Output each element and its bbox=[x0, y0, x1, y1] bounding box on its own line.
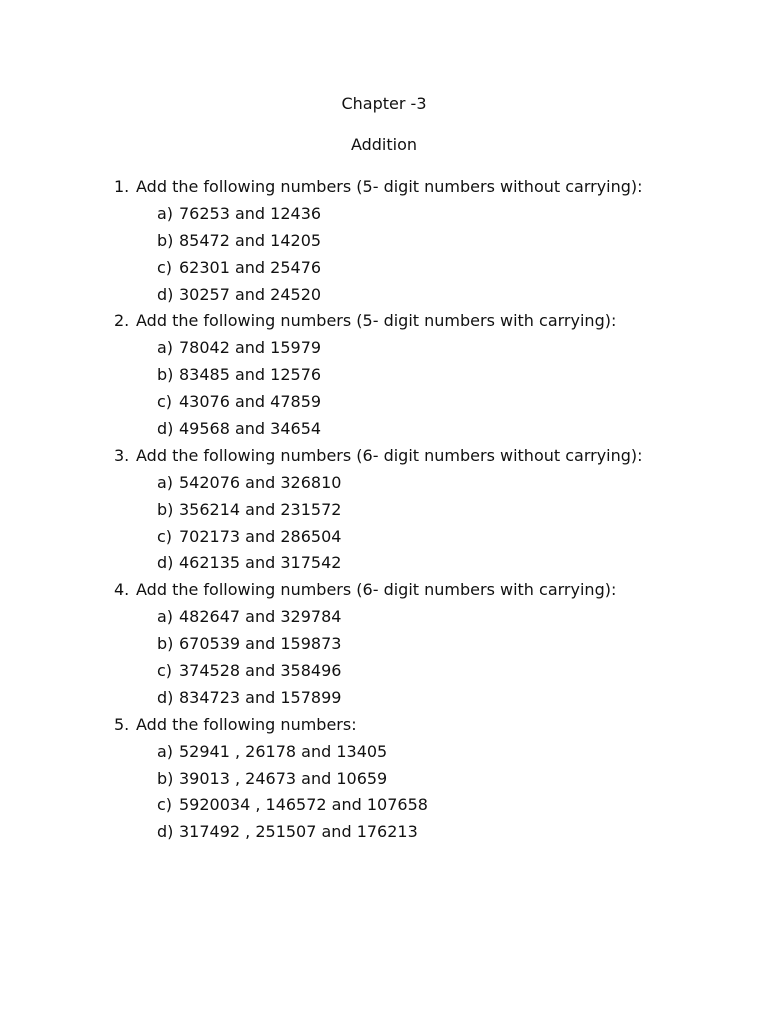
question-number: 2. bbox=[114, 311, 130, 331]
sub-question-letter: d) bbox=[157, 822, 174, 842]
sub-question bbox=[157, 631, 643, 658]
sub-question bbox=[157, 792, 643, 819]
sub-question-list bbox=[114, 604, 643, 712]
question-item bbox=[114, 577, 643, 711]
sub-question bbox=[157, 201, 643, 228]
sub-question bbox=[157, 524, 643, 551]
sub-question-text: 5920034 , 146572 and 107658 bbox=[179, 795, 428, 815]
question-number: 1. bbox=[114, 177, 130, 196]
sub-question bbox=[157, 335, 643, 362]
sub-question-letter: d) bbox=[157, 687, 174, 707]
subject-heading: Addition bbox=[350, 135, 418, 154]
sub-question-letter: a) bbox=[157, 607, 174, 627]
sub-question bbox=[157, 550, 643, 577]
sub-question-letter: c) bbox=[157, 795, 173, 815]
sub-question-letter: b) bbox=[157, 365, 174, 385]
sub-question-text: 39013 , 24673 and 10659 bbox=[179, 768, 388, 788]
sub-question bbox=[157, 819, 643, 846]
sub-question bbox=[157, 685, 643, 712]
sub-question-text: 834723 and 157899 bbox=[179, 687, 342, 707]
sub-question-text: 78042 and 15979 bbox=[179, 338, 322, 358]
sub-question-text: 482647 and 329784 bbox=[179, 607, 342, 627]
question-text: Add the following numbers (5- digit numbers with carrying): bbox=[136, 311, 617, 331]
sub-question-letter: d) bbox=[157, 284, 174, 304]
sub-question-list bbox=[114, 335, 643, 443]
question-line bbox=[114, 174, 643, 201]
sub-question-text: 43076 and 47859 bbox=[179, 392, 322, 412]
sub-question-letter: c) bbox=[157, 661, 173, 681]
sub-question-letter: a) bbox=[157, 741, 174, 761]
sub-question-letter: a) bbox=[157, 338, 174, 358]
sub-question-letter: a) bbox=[157, 472, 174, 492]
question-number: 3. bbox=[114, 445, 130, 465]
sub-question-text: 374528 and 358496 bbox=[179, 661, 342, 681]
question-item bbox=[114, 443, 643, 577]
question-line bbox=[114, 443, 643, 470]
sub-question-letter: b) bbox=[157, 634, 174, 654]
sub-question-list bbox=[114, 470, 643, 578]
sub-question bbox=[157, 228, 643, 255]
sub-question-letter: b) bbox=[157, 230, 174, 250]
sub-question-text: 356214 and 231572 bbox=[179, 499, 342, 519]
sub-question bbox=[157, 416, 643, 443]
sub-question-text: 83485 and 12576 bbox=[179, 365, 322, 385]
sub-question bbox=[157, 255, 643, 282]
sub-question-list bbox=[114, 201, 643, 309]
chapter-heading: Chapter -3 bbox=[341, 94, 427, 113]
sub-question-list bbox=[114, 739, 643, 847]
sub-question bbox=[157, 766, 643, 793]
sub-question-letter: b) bbox=[157, 768, 174, 788]
sub-question-text: 317492 , 251507 and 176213 bbox=[179, 822, 418, 842]
sub-question-text: 49568 and 34654 bbox=[179, 419, 322, 439]
sub-question-letter: b) bbox=[157, 499, 174, 519]
sub-question-text: 542076 and 326810 bbox=[179, 472, 342, 492]
question-text: Add the following numbers: bbox=[136, 714, 357, 734]
question-line bbox=[114, 712, 643, 739]
sub-question-text: 702173 and 286504 bbox=[179, 526, 342, 546]
sub-question-text: 462135 and 317542 bbox=[179, 553, 342, 573]
sub-question bbox=[157, 362, 643, 389]
sub-question-text: 62301 and 25476 bbox=[179, 257, 322, 277]
question-line bbox=[114, 308, 643, 335]
question-item bbox=[114, 712, 643, 846]
sub-question-letter: d) bbox=[157, 419, 174, 439]
question-text: Add the following numbers (6- digit numbers with carrying): bbox=[136, 580, 617, 600]
sub-question-text: 30257 and 24520 bbox=[179, 284, 322, 304]
sub-question-letter: a) bbox=[157, 203, 174, 223]
sub-question bbox=[157, 389, 643, 416]
sub-question bbox=[157, 604, 643, 631]
question-number: 4. bbox=[114, 580, 130, 600]
sub-question-text: 85472 and 14205 bbox=[179, 230, 322, 250]
sub-question-letter: c) bbox=[157, 257, 173, 277]
sub-question-letter: c) bbox=[157, 392, 173, 412]
sub-question bbox=[157, 739, 643, 766]
question-item bbox=[114, 308, 643, 442]
sub-question-text: 76253 and 12436 bbox=[179, 203, 322, 223]
sub-question-text: 52941 , 26178 and 13405 bbox=[179, 741, 388, 761]
sub-question-letter: c) bbox=[157, 526, 173, 546]
sub-question-letter: d) bbox=[157, 553, 174, 573]
question-list bbox=[114, 174, 643, 846]
question-item bbox=[114, 174, 643, 308]
sub-question bbox=[157, 658, 643, 685]
sub-question bbox=[157, 497, 643, 524]
question-number: 5. bbox=[114, 714, 130, 734]
question-text: Add the following numbers (5- digit numbers without carrying): bbox=[136, 177, 643, 196]
question-line bbox=[114, 577, 643, 604]
sub-question-text: 670539 and 159873 bbox=[179, 634, 342, 654]
sub-question bbox=[157, 470, 643, 497]
sub-question bbox=[157, 282, 643, 309]
question-text: Add the following numbers (6- digit numbers without carrying): bbox=[136, 445, 643, 465]
